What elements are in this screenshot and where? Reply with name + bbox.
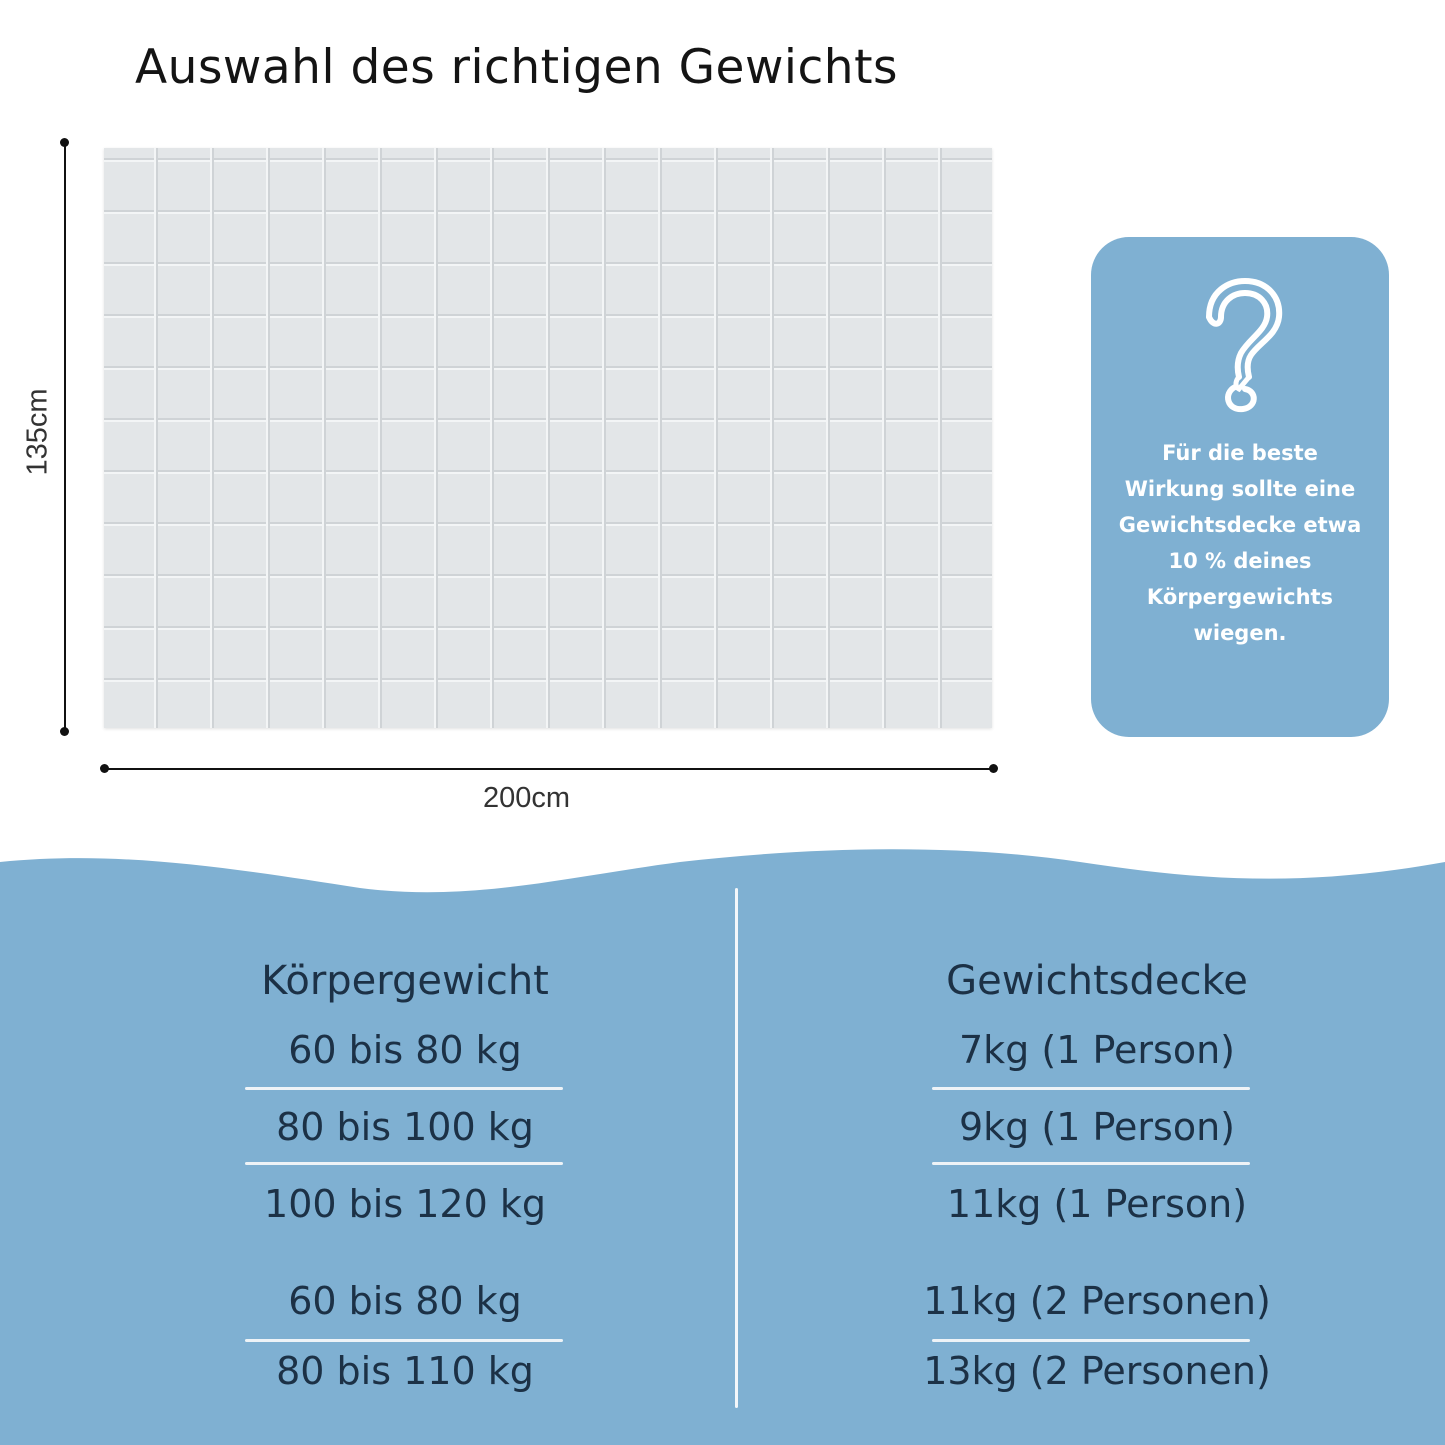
row-separator xyxy=(245,1162,563,1165)
body-weight-row: 60 bis 80 kg xyxy=(288,1028,522,1072)
row-separator xyxy=(245,1339,563,1342)
page-title: Auswahl des richtigen Gewichts xyxy=(135,40,898,95)
blanket-weight-row: 11kg (1 Person) xyxy=(946,1182,1248,1226)
row-separator xyxy=(245,1087,563,1090)
row-separator xyxy=(932,1087,1250,1090)
row-separator xyxy=(932,1162,1250,1165)
blanket-weight-row: 11kg (2 Personen) xyxy=(923,1279,1271,1323)
weighted-blanket-image xyxy=(104,148,992,728)
dimension-endpoint xyxy=(989,764,998,773)
blanket-weight-row: 9kg (1 Person) xyxy=(959,1105,1235,1149)
column-divider xyxy=(735,888,738,1408)
width-dimension-line xyxy=(104,768,994,770)
blanket-weight-row: 13kg (2 Personen) xyxy=(923,1349,1271,1393)
dimension-endpoint xyxy=(100,764,109,773)
body-weight-row: 100 bis 120 kg xyxy=(264,1182,546,1226)
height-label: 135cm xyxy=(21,388,54,476)
info-text: Für die beste Wirkung sollte eine Gewichtsdecke etwa 10 % deines Körpergewichts wiegen. xyxy=(1118,441,1362,645)
body-weight-header: Körpergewicht xyxy=(261,958,549,1004)
blanket-weight-header: Gewichtsdecke xyxy=(946,958,1248,1004)
blanket-weight-row: 7kg (1 Person) xyxy=(959,1028,1235,1072)
dimension-endpoint xyxy=(60,138,69,147)
question-mark-icon xyxy=(1195,277,1285,417)
height-dimension-line xyxy=(64,142,66,732)
row-separator xyxy=(932,1339,1250,1342)
info-card xyxy=(1091,237,1389,737)
width-label: 200cm xyxy=(483,782,571,814)
dimension-endpoint xyxy=(60,727,69,736)
body-weight-row: 80 bis 110 kg xyxy=(276,1349,534,1393)
body-weight-row: 80 bis 100 kg xyxy=(276,1105,534,1149)
body-weight-row: 60 bis 80 kg xyxy=(288,1279,522,1323)
